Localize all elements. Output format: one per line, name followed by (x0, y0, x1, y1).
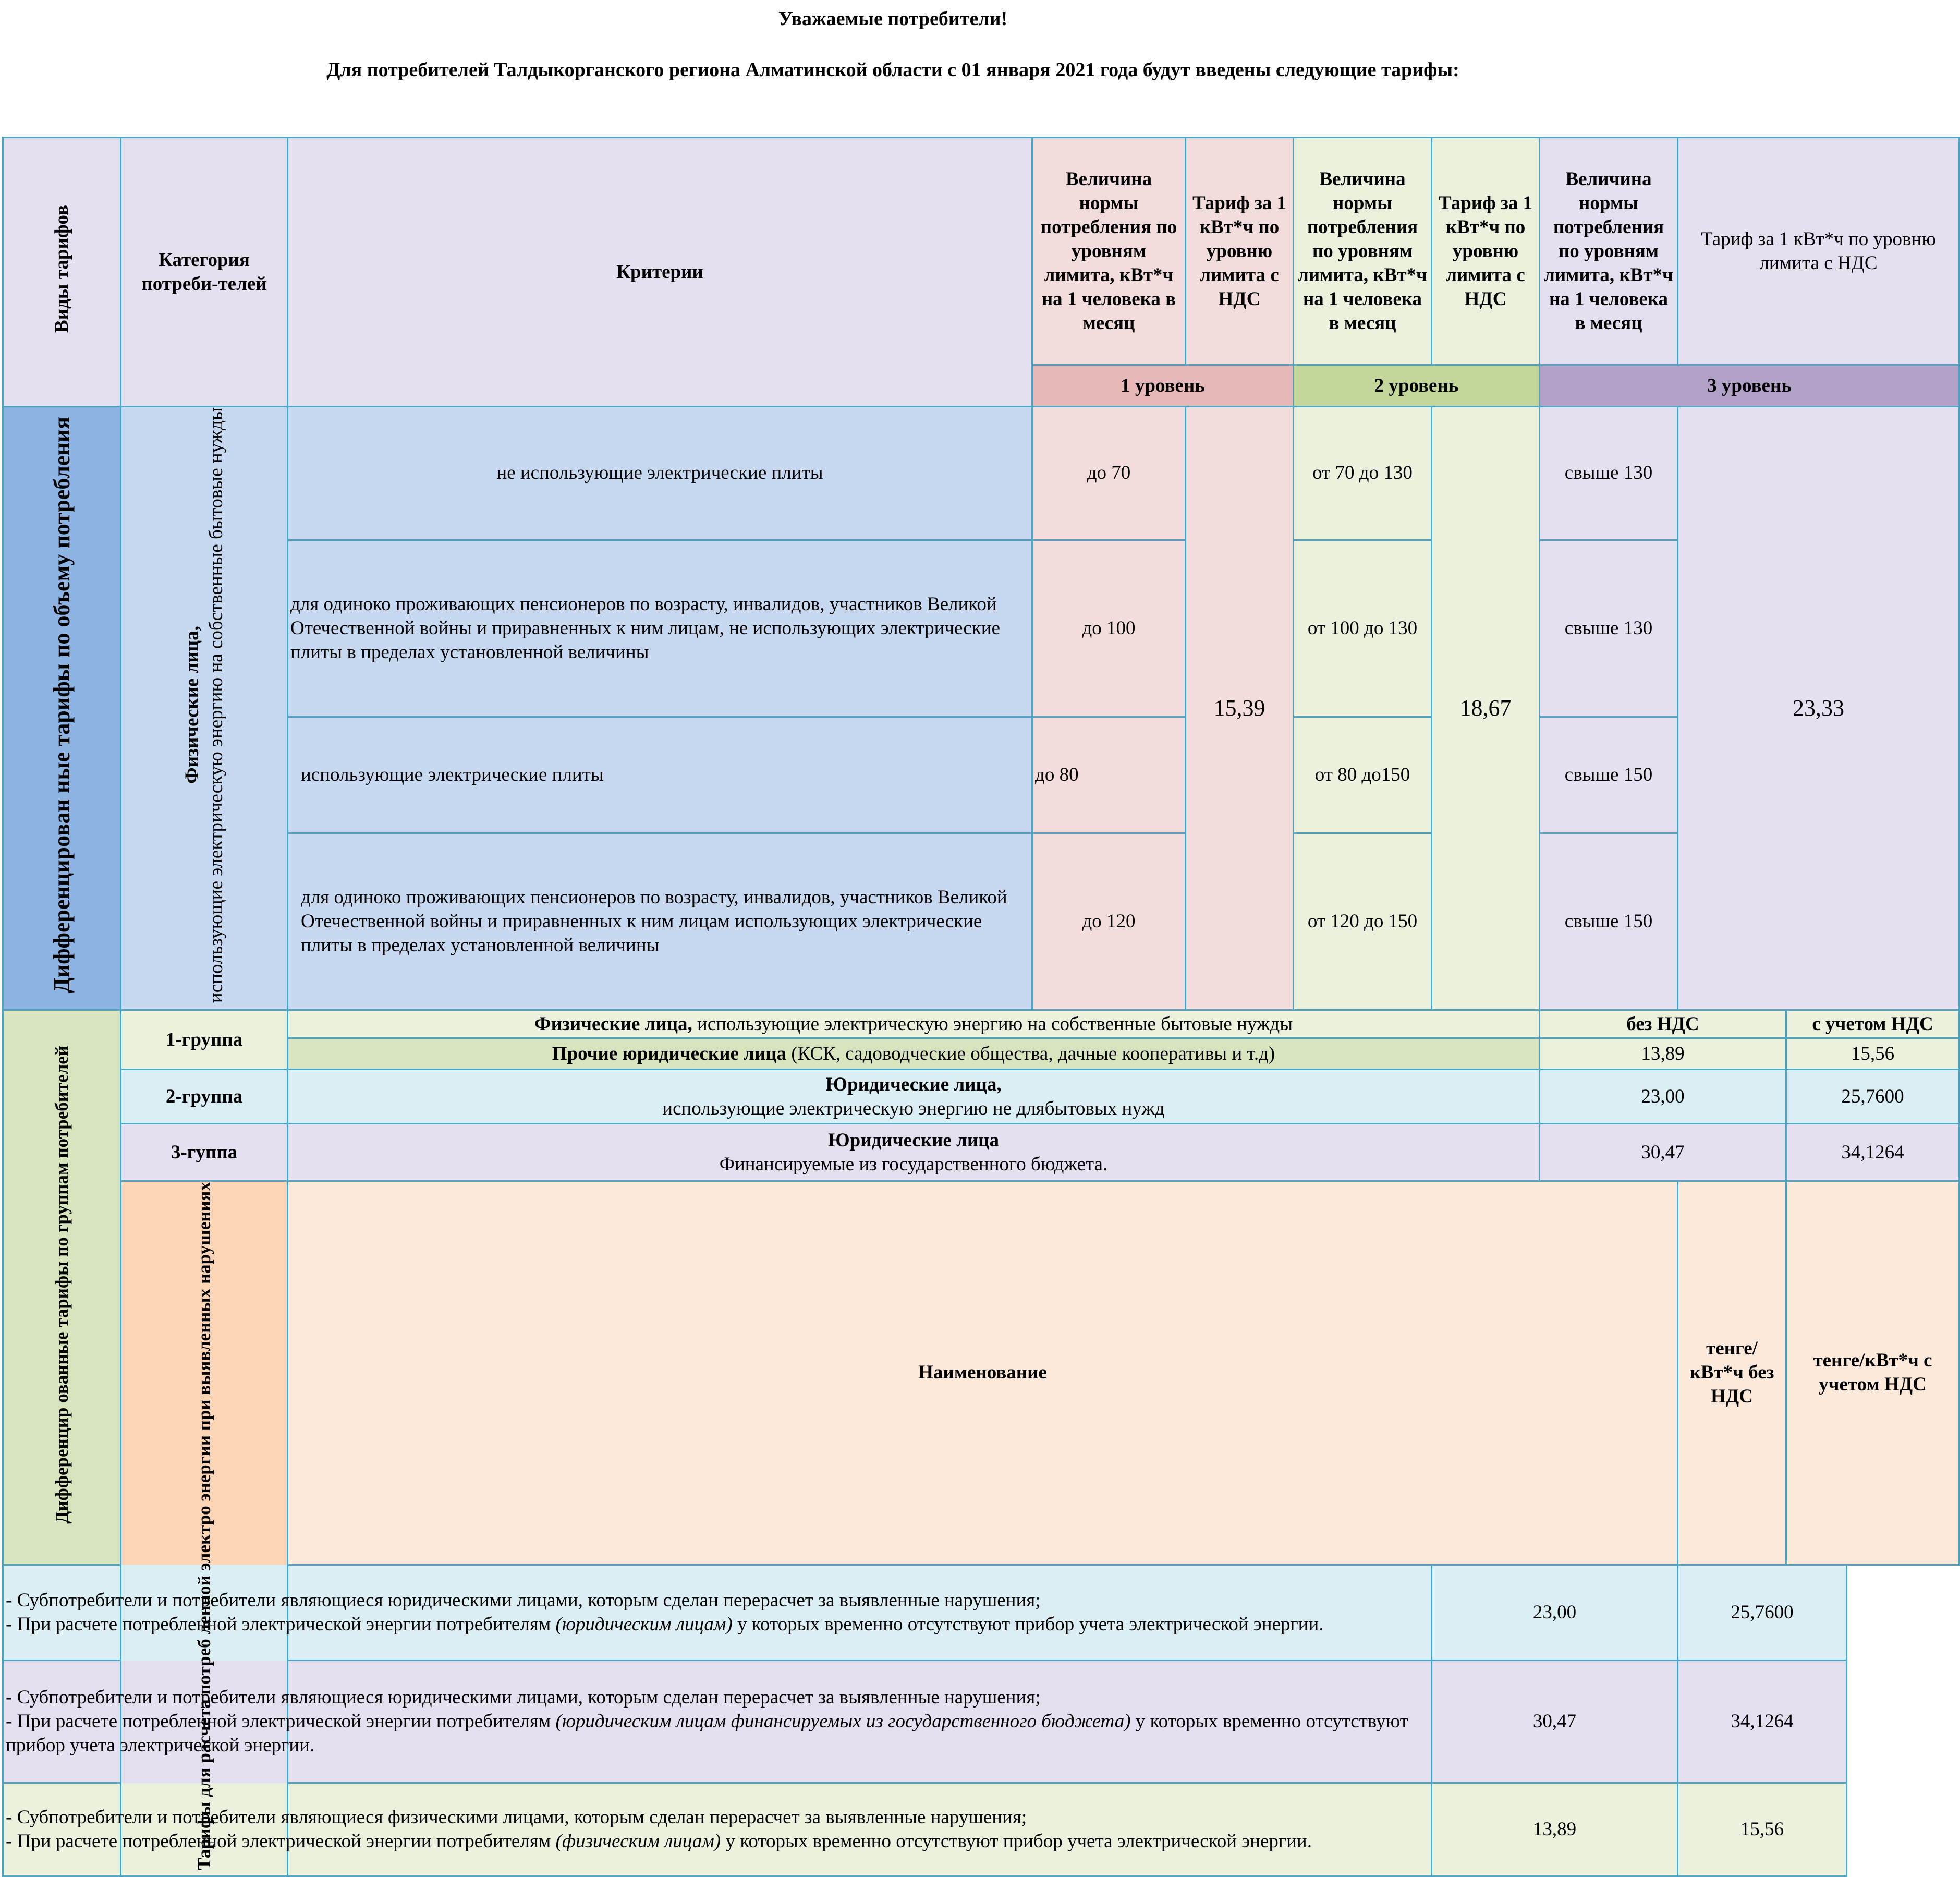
type-violations: Тарифы для расчета потреб ленной электро энергии при выявленных нарушениях (121, 1181, 288, 1876)
limit-3-row-2: свыше 130 (1540, 540, 1678, 717)
group-2-label: 2-группа (121, 1070, 288, 1124)
level-2-label: 2 уровень (1294, 365, 1540, 407)
limit-1-row-3: до 80 (1032, 717, 1186, 833)
level-1-label: 1 уровень (1032, 365, 1294, 407)
level-3-label: 3 уровень (1540, 365, 1959, 407)
criteria-row-3: использующие электрические плиты (288, 717, 1032, 833)
violation-row-3-vat: 15,56 (1678, 1783, 1847, 1876)
group-1-label: 1-группа (121, 1010, 288, 1070)
group-3-no-vat: 30,47 (1540, 1124, 1786, 1181)
violations-col-vat: тенге/кВт*ч с учетом НДС (1786, 1181, 1959, 1565)
limit-3-row-3: свыше 150 (1540, 717, 1678, 833)
header-category: Категория потреби-телей (121, 138, 288, 407)
header-tariff-1: Тариф за 1 кВт*ч по уровню лимита с НДС (1186, 138, 1294, 365)
group-2-description: Юридические лица, использующие электрическую энергию не длябытовых нужд (288, 1070, 1540, 1124)
violation-row-2-text: - Субпотребители и потребители являющиеся юридическими лицами, которым сделан перерасчет за выявленные нарушения; - При расчете потребленной электрической энергии потребителям (юридическим лицам финансируемых из государственного бюджета) у которых временно отсутствуют прибор учета электрической энергии. (3, 1661, 1432, 1783)
type-volume: Дифференцирован ные тарифы по объему потребления (3, 407, 121, 1010)
limit-1-row-1: до 70 (1032, 407, 1186, 540)
limit-1-row-2: до 100 (1032, 540, 1186, 717)
violation-row-3-no-vat: 13,89 (1432, 1783, 1678, 1876)
header-norm-2: Величина нормы потребления по уровням лимита, кВт*ч на 1 человека в месяц (1294, 138, 1432, 365)
header-tariff-3: Тариф за 1 кВт*ч по уровню лимита с НДС (1678, 138, 1959, 365)
header-norm-1: Величина нормы потребления по уровням лимита, кВт*ч на 1 человека в месяц (1032, 138, 1186, 365)
group-3-description: Юридические лица Финансируемые из государственного бюджета. (288, 1124, 1540, 1181)
tariff-level-2: 18,67 (1432, 407, 1540, 1010)
category-individuals: Физические лица, использующие электрическую энергию на собственные бытовые нужды (121, 407, 288, 1010)
group-1b-description: Прочие юридические лица (КСК, садоводческие общества, дачные кооперативы и т.д) (288, 1038, 1540, 1070)
tariff-table (2, 137, 1960, 1877)
group-col-no-vat: без НДС (1540, 1010, 1786, 1038)
violation-row-2-vat: 34,1264 (1678, 1661, 1847, 1783)
limit-3-row-4: свыше 150 (1540, 833, 1678, 1010)
criteria-row-2: для одиноко проживающих пенсионеров по возрасту, инвалидов, участников Великой Отечественной войны и приравненных к ним лицам, не использующих электрические плиты в пределах установленной величины (288, 540, 1032, 717)
page-subtitle: Для потребителей Талдыкорганского региона Алматинской области с 01 января 2021 года будут введены следующие тарифы: (326, 59, 1459, 81)
violation-row-2-no-vat: 30,47 (1432, 1661, 1678, 1783)
group-2-vat: 25,7600 (1786, 1070, 1959, 1124)
tariff-level-3: 23,33 (1678, 407, 1959, 1010)
group-col-vat: с учетом НДС (1786, 1010, 1959, 1038)
header-norm-3: Величина нормы потребления по уровням лимита, кВт*ч на 1 человека в месяц (1540, 138, 1678, 365)
group-1a-description: Физические лица, использующие электрическую энергию на собственные бытовые нужды (288, 1010, 1540, 1038)
header-types: Виды тарифов (3, 138, 121, 407)
criteria-row-1: не использующие электрические плиты (288, 407, 1032, 540)
limit-2-row-2: от 100 до 130 (1294, 540, 1432, 717)
tariff-level-1: 15,39 (1186, 407, 1294, 1010)
violations-name-header: Наименование (288, 1181, 1678, 1565)
limit-1-row-4: до 120 (1032, 833, 1186, 1010)
page-title: Уважаемые потребители! (778, 8, 1008, 30)
limit-3-row-1: свыше 130 (1540, 407, 1678, 540)
group-1-vat: 15,56 (1786, 1038, 1959, 1070)
type-groups: Дифференцир ованные тарифы по группам потребителей (3, 1010, 121, 1565)
header-criteria: Критерии (288, 138, 1032, 407)
criteria-row-4: для одиноко проживающих пенсионеров по возрасту, инвалидов, участников Великой Отечественной войны и приравненных к ним лицам использующих электрические плиты в пределах установленной величины (288, 833, 1032, 1010)
violation-row-1-text: - Субпотребители и потребители являющиеся юридическими лицами, которым сделан перерасчет за выявленные нарушения; - При расчете потребленной электрической энергии потребителям (юридическим лицам) у которых временно отсутствуют прибор учета электрической энергии. (3, 1565, 1432, 1660)
violations-col-no-vat: тенге/кВт*ч без НДС (1678, 1181, 1786, 1565)
limit-2-row-1: от 70 до 130 (1294, 407, 1432, 540)
violation-row-1-no-vat: 23,00 (1432, 1565, 1678, 1660)
violation-row-1-vat: 25,7600 (1678, 1565, 1847, 1660)
limit-2-row-4: от 120 до 150 (1294, 833, 1432, 1010)
limit-2-row-3: от 80 до150 (1294, 717, 1432, 833)
group-3-label: 3-гуппа (121, 1124, 288, 1181)
group-3-vat: 34,1264 (1786, 1124, 1959, 1181)
violation-row-3-text: - Субпотребители и потребители являющиеся физическими лицами, которым сделан перерасчет за выявленные нарушения; - При расчете потребленной электрической энергии потребителям (физическим лицам) у которых временно отсутствуют прибор учета электрической энергии. (3, 1783, 1432, 1876)
group-2-no-vat: 23,00 (1540, 1070, 1786, 1124)
group-1-no-vat: 13,89 (1540, 1038, 1786, 1070)
header-tariff-2: Тариф за 1 кВт*ч по уровню лимита с НДС (1432, 138, 1540, 365)
